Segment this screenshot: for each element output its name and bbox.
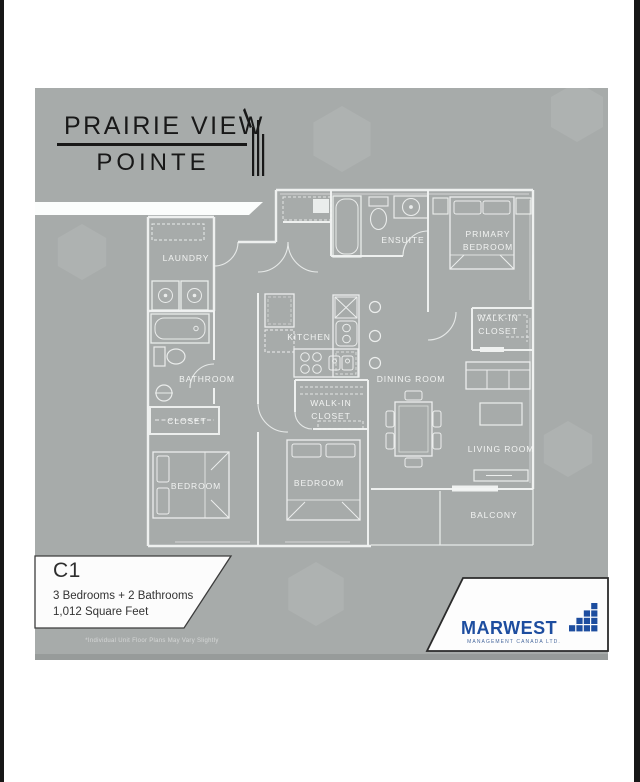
label-bedroom-left: BEDROOM <box>170 481 222 491</box>
label-balcony: BALCONY <box>470 510 518 520</box>
label-kitchen: KITCHEN <box>287 332 331 342</box>
unit-bedrooms-bathrooms: 3 Bedrooms + 2 Bathrooms <box>53 590 194 602</box>
unit-code: C1 <box>53 559 81 582</box>
label-walkin-closet-2: WALK-IN CLOSET <box>310 398 352 421</box>
label-bathroom: BATHROOM <box>179 374 235 384</box>
living-room-furniture-icon <box>466 362 530 481</box>
unit-square-feet: 1,012 Square Feet <box>53 606 149 618</box>
entry-closet <box>283 197 331 220</box>
logo-line2: POINTE <box>96 149 210 176</box>
label-walkin-closet-primary: WALK-IN CLOSET <box>477 313 519 336</box>
unit-disclaimer: *Individual Unit Floor Plans May Vary Slightly <box>85 638 219 644</box>
label-ensuite: ENSUITE <box>381 235 425 245</box>
logo-ribbon <box>35 202 263 215</box>
label-living-room: LIVING ROOM <box>467 444 535 454</box>
dining-table-icon <box>386 391 441 467</box>
ensuite-fixtures-icon <box>333 196 428 257</box>
label-primary-bedroom: PRIMARY BEDROOM <box>462 229 514 252</box>
label-laundry: LAUNDRY <box>162 253 210 263</box>
laundry-appliances-icon <box>152 224 208 310</box>
brand-subtitle: MANAGEMENT CANADA LTD. <box>467 639 561 645</box>
bathroom-fixtures-icon <box>151 314 209 401</box>
label-bedroom-middle: BEDROOM <box>293 478 345 488</box>
label-closet: CLOSET <box>167 416 207 426</box>
logo-rule <box>57 143 247 146</box>
logo-line1: PRAIRIE VIEW <box>64 112 265 140</box>
brand-name: MARWEST <box>461 618 558 638</box>
label-dining-room: DINING ROOM <box>376 374 446 384</box>
